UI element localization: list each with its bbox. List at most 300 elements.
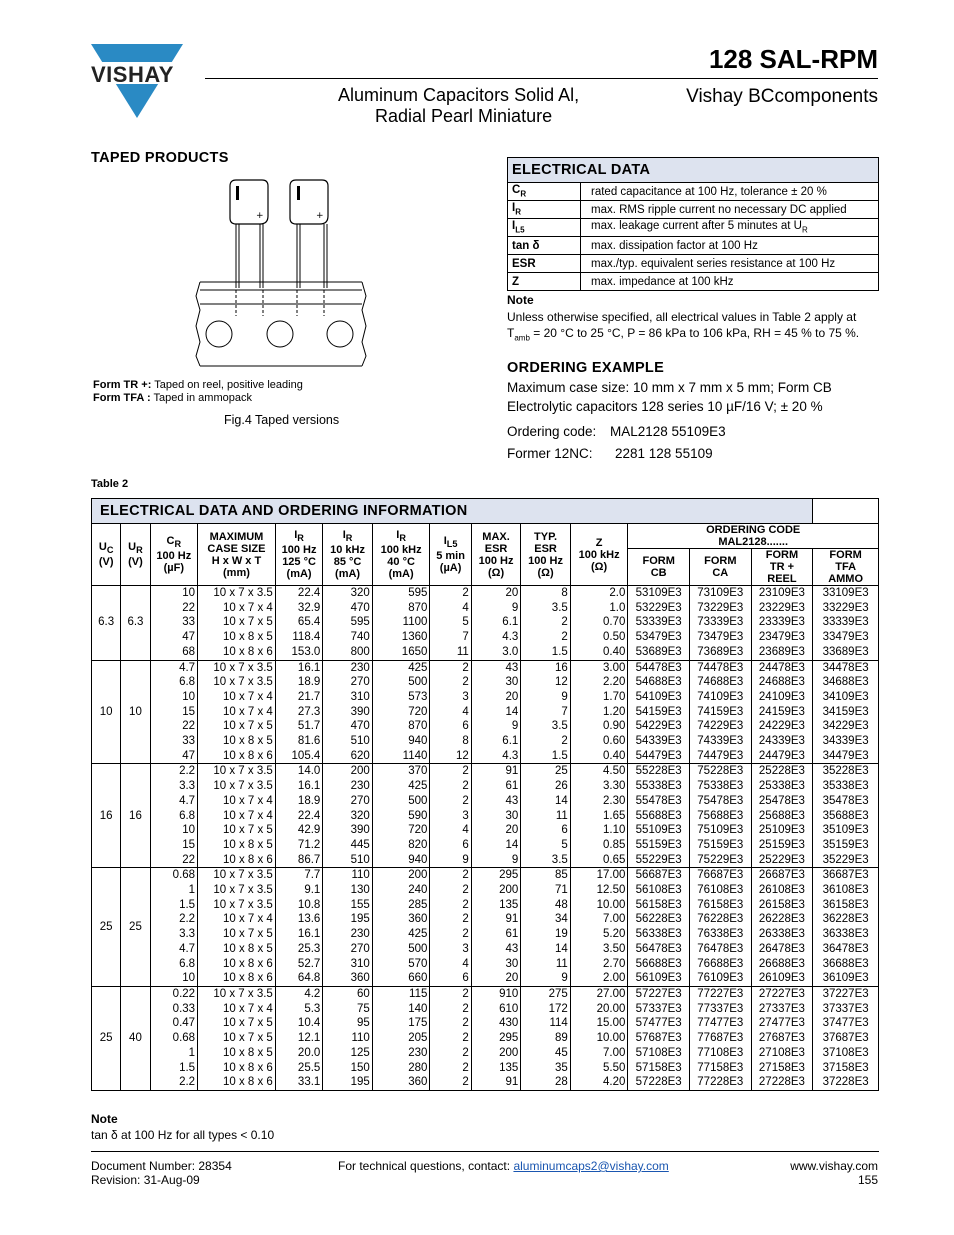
table-cell: 125 xyxy=(323,1046,373,1061)
table-row xyxy=(92,942,879,957)
table-cell: 37687E3 xyxy=(813,1031,879,1046)
col-form-tfa: FORM TFA AMMO xyxy=(813,549,879,586)
table-row xyxy=(92,912,879,927)
table-cell: 32.9 xyxy=(275,601,322,616)
description-text: max. leakage current after 5 minutes at U xyxy=(591,220,802,233)
description-text: max. RMS ripple current no necessary DC applied xyxy=(591,203,847,216)
table-cell: 89 xyxy=(521,1031,571,1046)
table-cell: 76108E3 xyxy=(690,883,752,898)
table-cell: 12 xyxy=(430,749,471,764)
table-cell: 8 xyxy=(430,734,471,749)
table-row xyxy=(92,586,879,601)
table-cell: 11 xyxy=(430,645,471,660)
table-cell: 18.9 xyxy=(275,675,322,690)
table-cell: 2 xyxy=(430,1046,471,1061)
table-cell: 0.33 xyxy=(150,1002,197,1017)
table-cell: 43 xyxy=(471,794,521,809)
table-cell: 27227E3 xyxy=(751,986,813,1001)
table-cell: 1.65 xyxy=(570,809,628,824)
table-cell: 26 xyxy=(521,779,571,794)
table-cell: 3.5 xyxy=(521,853,571,868)
electrical-note-line1: Unless otherwise specified, all electrical values in Table 2 apply at xyxy=(507,310,857,324)
table-row xyxy=(92,705,879,720)
table-cell: 56338E3 xyxy=(628,927,690,942)
table-cell: 57108E3 xyxy=(628,1046,690,1061)
table-cell: 25688E3 xyxy=(751,809,813,824)
table-cell: 15.00 xyxy=(570,1016,628,1031)
table-cell: 20 xyxy=(471,690,521,705)
symbol-text: C xyxy=(512,184,521,197)
table-cell: 15 xyxy=(150,705,197,720)
table-cell: 13.6 xyxy=(275,912,322,927)
table-cell: 91 xyxy=(471,764,521,779)
table-cell: 0.22 xyxy=(150,986,197,1001)
table-cell: 2 xyxy=(430,764,471,779)
col-max-esr: MAX. ESR 100 Hz (Ω) xyxy=(471,524,521,586)
table-cell: 91 xyxy=(471,1075,521,1090)
table-row xyxy=(92,764,879,779)
table-cell: 6 xyxy=(521,823,571,838)
table-cell: 4 xyxy=(430,823,471,838)
table-cell: 56228E3 xyxy=(628,912,690,927)
table-cell: 57228E3 xyxy=(628,1075,690,1090)
table-cell: 200 xyxy=(471,883,521,898)
table-row xyxy=(92,971,879,986)
table-cell: 25159E3 xyxy=(751,838,813,853)
table-cell: 5.20 xyxy=(570,927,628,942)
table-cell: 33689E3 xyxy=(813,645,879,660)
table-cell: 57687E3 xyxy=(628,1031,690,1046)
table-cell: 9 xyxy=(521,690,571,705)
table-cell: 68 xyxy=(150,645,197,660)
table-cell: 370 xyxy=(372,764,430,779)
table-cell: 21.7 xyxy=(275,690,322,705)
electrical-row xyxy=(508,273,879,291)
table-cell: 53109E3 xyxy=(628,586,690,601)
table-cell: 320 xyxy=(323,809,373,824)
col-form-tr: FORM TR + REEL xyxy=(751,549,813,586)
table-cell: 195 xyxy=(323,1075,373,1090)
table-cell: 2 xyxy=(430,1061,471,1076)
col-form-cb: FORM CB xyxy=(628,549,690,586)
table-row xyxy=(92,957,879,972)
table-cell: 56158E3 xyxy=(628,898,690,913)
table-cell: 1650 xyxy=(372,645,430,660)
table-cell: 85 xyxy=(521,868,571,883)
table-cell: 76688E3 xyxy=(690,957,752,972)
col-typ-esr: TYP. ESR 100 Hz (Ω) xyxy=(521,524,571,586)
table-row xyxy=(92,719,879,734)
table-cell: 37228E3 xyxy=(813,1075,879,1090)
table-cell: 10 x 7 x 5 xyxy=(198,823,276,838)
electrical-row xyxy=(508,237,879,255)
col-ir-100khz: $I_R$ 100 kHz 40 °C (mA) xyxy=(372,524,430,586)
table-cell: 2.30 xyxy=(570,794,628,809)
table-cell: 200 xyxy=(323,764,373,779)
table-cell: 64.8 xyxy=(275,971,322,986)
table-cell: 43 xyxy=(471,942,521,957)
table-cell: 150 xyxy=(323,1061,373,1076)
table-cell: 18.9 xyxy=(275,794,322,809)
table-cell: 2 xyxy=(430,1016,471,1031)
table-cell: 30 xyxy=(471,957,521,972)
table-cell: 27158E3 xyxy=(751,1061,813,1076)
ordering-example-heading: ORDERING EXAMPLE xyxy=(507,360,665,376)
table-cell: 24688E3 xyxy=(751,675,813,690)
table-cell: 75 xyxy=(323,1002,373,1017)
table-cell: 0.68 xyxy=(150,1031,197,1046)
table-cell: 25228E3 xyxy=(751,764,813,779)
table-cell: 195 xyxy=(323,912,373,927)
col-uc: $U_C$ (V) xyxy=(92,524,121,586)
table-cell: 940 xyxy=(372,734,430,749)
table-cell: 5 xyxy=(430,615,471,630)
contact-text: For technical questions, contact: xyxy=(338,1159,514,1173)
table-cell: 74339E3 xyxy=(690,734,752,749)
voltage-uc: 25 xyxy=(92,986,121,1090)
table-cell: 12.50 xyxy=(570,883,628,898)
table-cell: 77228E3 xyxy=(690,1075,752,1090)
table-cell: 510 xyxy=(323,734,373,749)
tamb-range: = 20 °C to 25 °C, P = 86 kPa to 106 kPa, RH = 45 % to 75 %. xyxy=(529,326,860,340)
table-cell: 77337E3 xyxy=(690,1002,752,1017)
table-cell: 9 xyxy=(471,719,521,734)
table-cell: 3 xyxy=(430,942,471,957)
table-cell: 23339E3 xyxy=(751,615,813,630)
table-cell: 595 xyxy=(372,586,430,601)
table-cell: 0.60 xyxy=(570,734,628,749)
table-cell: 105.4 xyxy=(275,749,322,764)
table-cell: 3.3 xyxy=(150,927,197,942)
table-cell: 320 xyxy=(323,586,373,601)
table-cell: 10 x 7 x 3.5 xyxy=(198,764,276,779)
table-cell: 870 xyxy=(372,719,430,734)
table-cell: 0.90 xyxy=(570,719,628,734)
voltage-ur: 10 xyxy=(121,660,150,764)
table-cell: 200 xyxy=(471,1046,521,1061)
col-z: Z 100 kHz (Ω) xyxy=(570,524,628,586)
table-cell: 2 xyxy=(521,734,571,749)
table-cell: 75159E3 xyxy=(690,838,752,853)
table-cell: 48 xyxy=(521,898,571,913)
table-cell: 10 x 7 x 5 xyxy=(198,927,276,942)
table-cell: 77687E3 xyxy=(690,1031,752,1046)
table-cell: 10 xyxy=(150,823,197,838)
table-cell: 54479E3 xyxy=(628,749,690,764)
description-sub: R xyxy=(801,225,808,235)
table-cell: 6.1 xyxy=(471,734,521,749)
table-cell: 22 xyxy=(150,853,197,868)
table-cell: 2.2 xyxy=(150,764,197,779)
electrical-description xyxy=(581,219,879,237)
electrical-note-heading: Note xyxy=(507,293,534,307)
table-cell: 500 xyxy=(372,794,430,809)
symbol-text: Z xyxy=(512,275,520,288)
table-cell: 5.50 xyxy=(570,1061,628,1076)
table-cell: 9 xyxy=(471,601,521,616)
symbol-text: I xyxy=(512,202,516,215)
table-cell: 16 xyxy=(521,660,571,675)
footer-rule xyxy=(91,1151,879,1152)
voltage-uc: 6.3 xyxy=(92,586,121,661)
table-cell: 55229E3 xyxy=(628,853,690,868)
table-row xyxy=(92,779,879,794)
table-cell: 360 xyxy=(372,912,430,927)
table-cell: 75229E3 xyxy=(690,853,752,868)
table-cell: 20 xyxy=(471,586,521,601)
table-cell: 33 xyxy=(150,734,197,749)
table-cell: 2 xyxy=(430,898,471,913)
table-cell: 36228E3 xyxy=(813,912,879,927)
table-cell: 35688E3 xyxy=(813,809,879,824)
symbol-text: I xyxy=(512,220,516,233)
table-cell: 27.3 xyxy=(275,705,322,720)
table-cell: 20.00 xyxy=(570,1002,628,1017)
table-row xyxy=(92,645,879,660)
table-cell: 500 xyxy=(372,675,430,690)
table-cell: 0.65 xyxy=(570,853,628,868)
table-cell: 33339E3 xyxy=(813,615,879,630)
table-cell: 36687E3 xyxy=(813,868,879,883)
table-cell: 5.3 xyxy=(275,1002,322,1017)
table-cell: 175 xyxy=(372,1016,430,1031)
table-cell: 110 xyxy=(323,1031,373,1046)
table-cell: 153.0 xyxy=(275,645,322,660)
table-cell: 270 xyxy=(323,675,373,690)
table-cell: 35109E3 xyxy=(813,823,879,838)
table-cell: 30 xyxy=(471,809,521,824)
table-cell: 23109E3 xyxy=(751,586,813,601)
table-cell: 74688E3 xyxy=(690,675,752,690)
table-cell: 445 xyxy=(323,838,373,853)
description-text: max. impedance at 100 kHz xyxy=(591,275,734,288)
table-cell: 23229E3 xyxy=(751,601,813,616)
table-cell: 35478E3 xyxy=(813,794,879,809)
table-cell: 2 xyxy=(430,779,471,794)
table-cell: 14 xyxy=(521,794,571,809)
table-cell: 595 xyxy=(323,615,373,630)
table-cell: 6.8 xyxy=(150,809,197,824)
table-cell: 77108E3 xyxy=(690,1046,752,1061)
table-cell: 56688E3 xyxy=(628,957,690,972)
table-cell: 6.1 xyxy=(471,615,521,630)
electrical-symbol xyxy=(508,255,581,273)
table-cell: 1140 xyxy=(372,749,430,764)
former-12nc-label: Former 12NC: xyxy=(507,446,593,461)
symbol-text: ESR xyxy=(512,257,536,270)
table-cell: 870 xyxy=(372,601,430,616)
table-cell: 60 xyxy=(323,986,373,1001)
table-cell: 10 x 8 x 6 xyxy=(198,1061,276,1076)
table-cell: 114 xyxy=(521,1016,571,1031)
electrical-symbol xyxy=(508,219,581,237)
table-row xyxy=(92,1031,879,1046)
page-title: 128 SAL-RPM xyxy=(708,44,878,74)
table-cell: 26108E3 xyxy=(751,883,813,898)
table-cell: 37477E3 xyxy=(813,1016,879,1031)
table-cell: 10 x 7 x 5 xyxy=(198,1016,276,1031)
table-cell: 310 xyxy=(323,957,373,972)
table-cell: 10 x 7 x 3.5 xyxy=(198,868,276,883)
table-cell: 17.00 xyxy=(570,868,628,883)
table-cell: 76687E3 xyxy=(690,868,752,883)
table-row xyxy=(92,675,879,690)
table-row xyxy=(92,615,879,630)
description-text: max./typ. equivalent series resistance at 100 Hz xyxy=(591,257,836,270)
table-cell: 34339E3 xyxy=(813,734,879,749)
table-cell: 57158E3 xyxy=(628,1061,690,1076)
voltage-ur: 6.3 xyxy=(121,586,150,661)
table-cell: 16.1 xyxy=(275,779,322,794)
symbol-sub: R xyxy=(520,189,527,199)
ordering-code-header: ORDERING CODE xyxy=(706,524,801,536)
table-cell: 76158E3 xyxy=(690,898,752,913)
table-cell: 2.0 xyxy=(570,586,628,601)
table-cell: 10 x 8 x 6 xyxy=(198,1075,276,1090)
table-cell: 7.00 xyxy=(570,1046,628,1061)
table-cell: 54688E3 xyxy=(628,675,690,690)
table-cell: 360 xyxy=(323,971,373,986)
electrical-row xyxy=(508,201,879,219)
table-cell: 57337E3 xyxy=(628,1002,690,1017)
table-cell: 285 xyxy=(372,898,430,913)
table-cell: 2.70 xyxy=(570,957,628,972)
electrical-row xyxy=(508,255,879,273)
table-cell: 56478E3 xyxy=(628,942,690,957)
table-cell: 24159E3 xyxy=(751,705,813,720)
table-cell: 1.5 xyxy=(521,749,571,764)
table-cell: 3.5 xyxy=(521,719,571,734)
table-row xyxy=(92,690,879,705)
electrical-symbol xyxy=(508,273,581,291)
symbol-sub: R xyxy=(515,207,521,217)
table-cell: 73229E3 xyxy=(690,601,752,616)
table-cell: 6 xyxy=(430,838,471,853)
table-cell: 2 xyxy=(430,1002,471,1017)
form-tr-note xyxy=(93,379,303,391)
table-cell: 10 xyxy=(150,690,197,705)
table-cell: 155 xyxy=(323,898,373,913)
table-row xyxy=(92,927,879,942)
table-cell: 9 xyxy=(471,853,521,868)
table-cell: 6.8 xyxy=(150,675,197,690)
table-cell: 230 xyxy=(323,927,373,942)
table-cell: 10 x 7 x 4 xyxy=(198,794,276,809)
table-cell: 10 x 7 x 3.5 xyxy=(198,986,276,1001)
table-cell: 1100 xyxy=(372,615,430,630)
subtitle-line1: Aluminum Capacitors Solid Al, xyxy=(338,85,580,105)
table-cell: 14.0 xyxy=(275,764,322,779)
svg-text:+: + xyxy=(316,211,324,221)
table-cell: 22 xyxy=(150,719,197,734)
description-text: rated capacitance at 100 Hz, tolerance ± 20 % xyxy=(591,185,827,198)
table-row xyxy=(92,853,879,868)
table-cell: 27.00 xyxy=(570,986,628,1001)
form-tfa-label: Form TFA : xyxy=(93,392,151,404)
form-tr-text: Taped on reel, positive leading xyxy=(154,379,303,391)
table-cell: 7.00 xyxy=(570,912,628,927)
table-cell: 51.7 xyxy=(275,719,322,734)
table-row xyxy=(92,1061,879,1076)
table-cell: 3.0 xyxy=(471,645,521,660)
table-row xyxy=(92,630,879,645)
table-cell: 115 xyxy=(372,986,430,1001)
table-row xyxy=(92,809,879,824)
table-cell: 0.68 xyxy=(150,868,197,883)
table-cell: 75478E3 xyxy=(690,794,752,809)
table-cell: 0.85 xyxy=(570,838,628,853)
table-cell: 425 xyxy=(372,660,430,675)
table-cell: 3.3 xyxy=(150,779,197,794)
electrical-symbol xyxy=(508,183,581,201)
table-cell: 4.50 xyxy=(570,764,628,779)
col-form-ca: FORM CA xyxy=(690,549,752,586)
table-cell: 10 x 7 x 3.5 xyxy=(198,779,276,794)
table-cell: 25338E3 xyxy=(751,779,813,794)
table-row xyxy=(92,823,879,838)
table-cell: 2.20 xyxy=(570,675,628,690)
table-cell: 76338E3 xyxy=(690,927,752,942)
table-cell: 36158E3 xyxy=(813,898,879,913)
table-cell: 10.4 xyxy=(275,1016,322,1031)
electrical-data-table xyxy=(507,157,879,291)
table-cell: 76478E3 xyxy=(690,942,752,957)
table-cell: 33 xyxy=(150,615,197,630)
table-cell: 74109E3 xyxy=(690,690,752,705)
table-cell: 54229E3 xyxy=(628,719,690,734)
table-cell: 7 xyxy=(521,705,571,720)
table-cell: 34229E3 xyxy=(813,719,879,734)
table-cell: 76228E3 xyxy=(690,912,752,927)
table-cell: 54109E3 xyxy=(628,690,690,705)
table-cell: 660 xyxy=(372,971,430,986)
table-cell: 77158E3 xyxy=(690,1061,752,1076)
col-case-size: MAXIMUM CASE SIZE H x W x T (mm) xyxy=(198,524,276,586)
table-cell: 55228E3 xyxy=(628,764,690,779)
table-cell: 4.20 xyxy=(570,1075,628,1090)
contact-email-link[interactable]: aluminumcaps2@vishay.com xyxy=(513,1159,669,1173)
table-cell: 27228E3 xyxy=(751,1075,813,1090)
table-cell: 10 x 7 x 3.5 xyxy=(198,660,276,675)
figure-caption: Fig.4 Taped versions xyxy=(224,413,340,427)
table-cell: 34159E3 xyxy=(813,705,879,720)
table-cell: 6 xyxy=(430,971,471,986)
revision: Revision: 31-Aug-09 xyxy=(91,1173,200,1187)
table-cell: 81.6 xyxy=(275,734,322,749)
table-cell: 34 xyxy=(521,912,571,927)
table-cell: 77227E3 xyxy=(690,986,752,1001)
table-cell: 33109E3 xyxy=(813,586,879,601)
ordering-info-heading: ELECTRICAL DATA AND ORDERING INFORMATION xyxy=(92,499,813,524)
table-cell: 53479E3 xyxy=(628,630,690,645)
table-cell: 75338E3 xyxy=(690,779,752,794)
table2-label: Table 2 xyxy=(91,478,129,490)
table-cell: 4 xyxy=(430,705,471,720)
table-cell: 10.00 xyxy=(570,898,628,913)
table-cell: 10 x 8 x 5 xyxy=(198,1046,276,1061)
table-cell: 34109E3 xyxy=(813,690,879,705)
table-cell: 12 xyxy=(521,675,571,690)
table-cell: 9 xyxy=(521,971,571,986)
table-cell: 27477E3 xyxy=(751,1016,813,1031)
electrical-data-heading: ELECTRICAL DATA xyxy=(508,158,879,183)
tamb-symbol: T xyxy=(507,326,515,340)
table-cell: 26687E3 xyxy=(751,868,813,883)
symbol-sub: L5 xyxy=(515,225,525,235)
contact-line xyxy=(338,1159,669,1173)
ordering-info-table xyxy=(91,498,879,1091)
table-cell: 4.7 xyxy=(150,660,197,675)
